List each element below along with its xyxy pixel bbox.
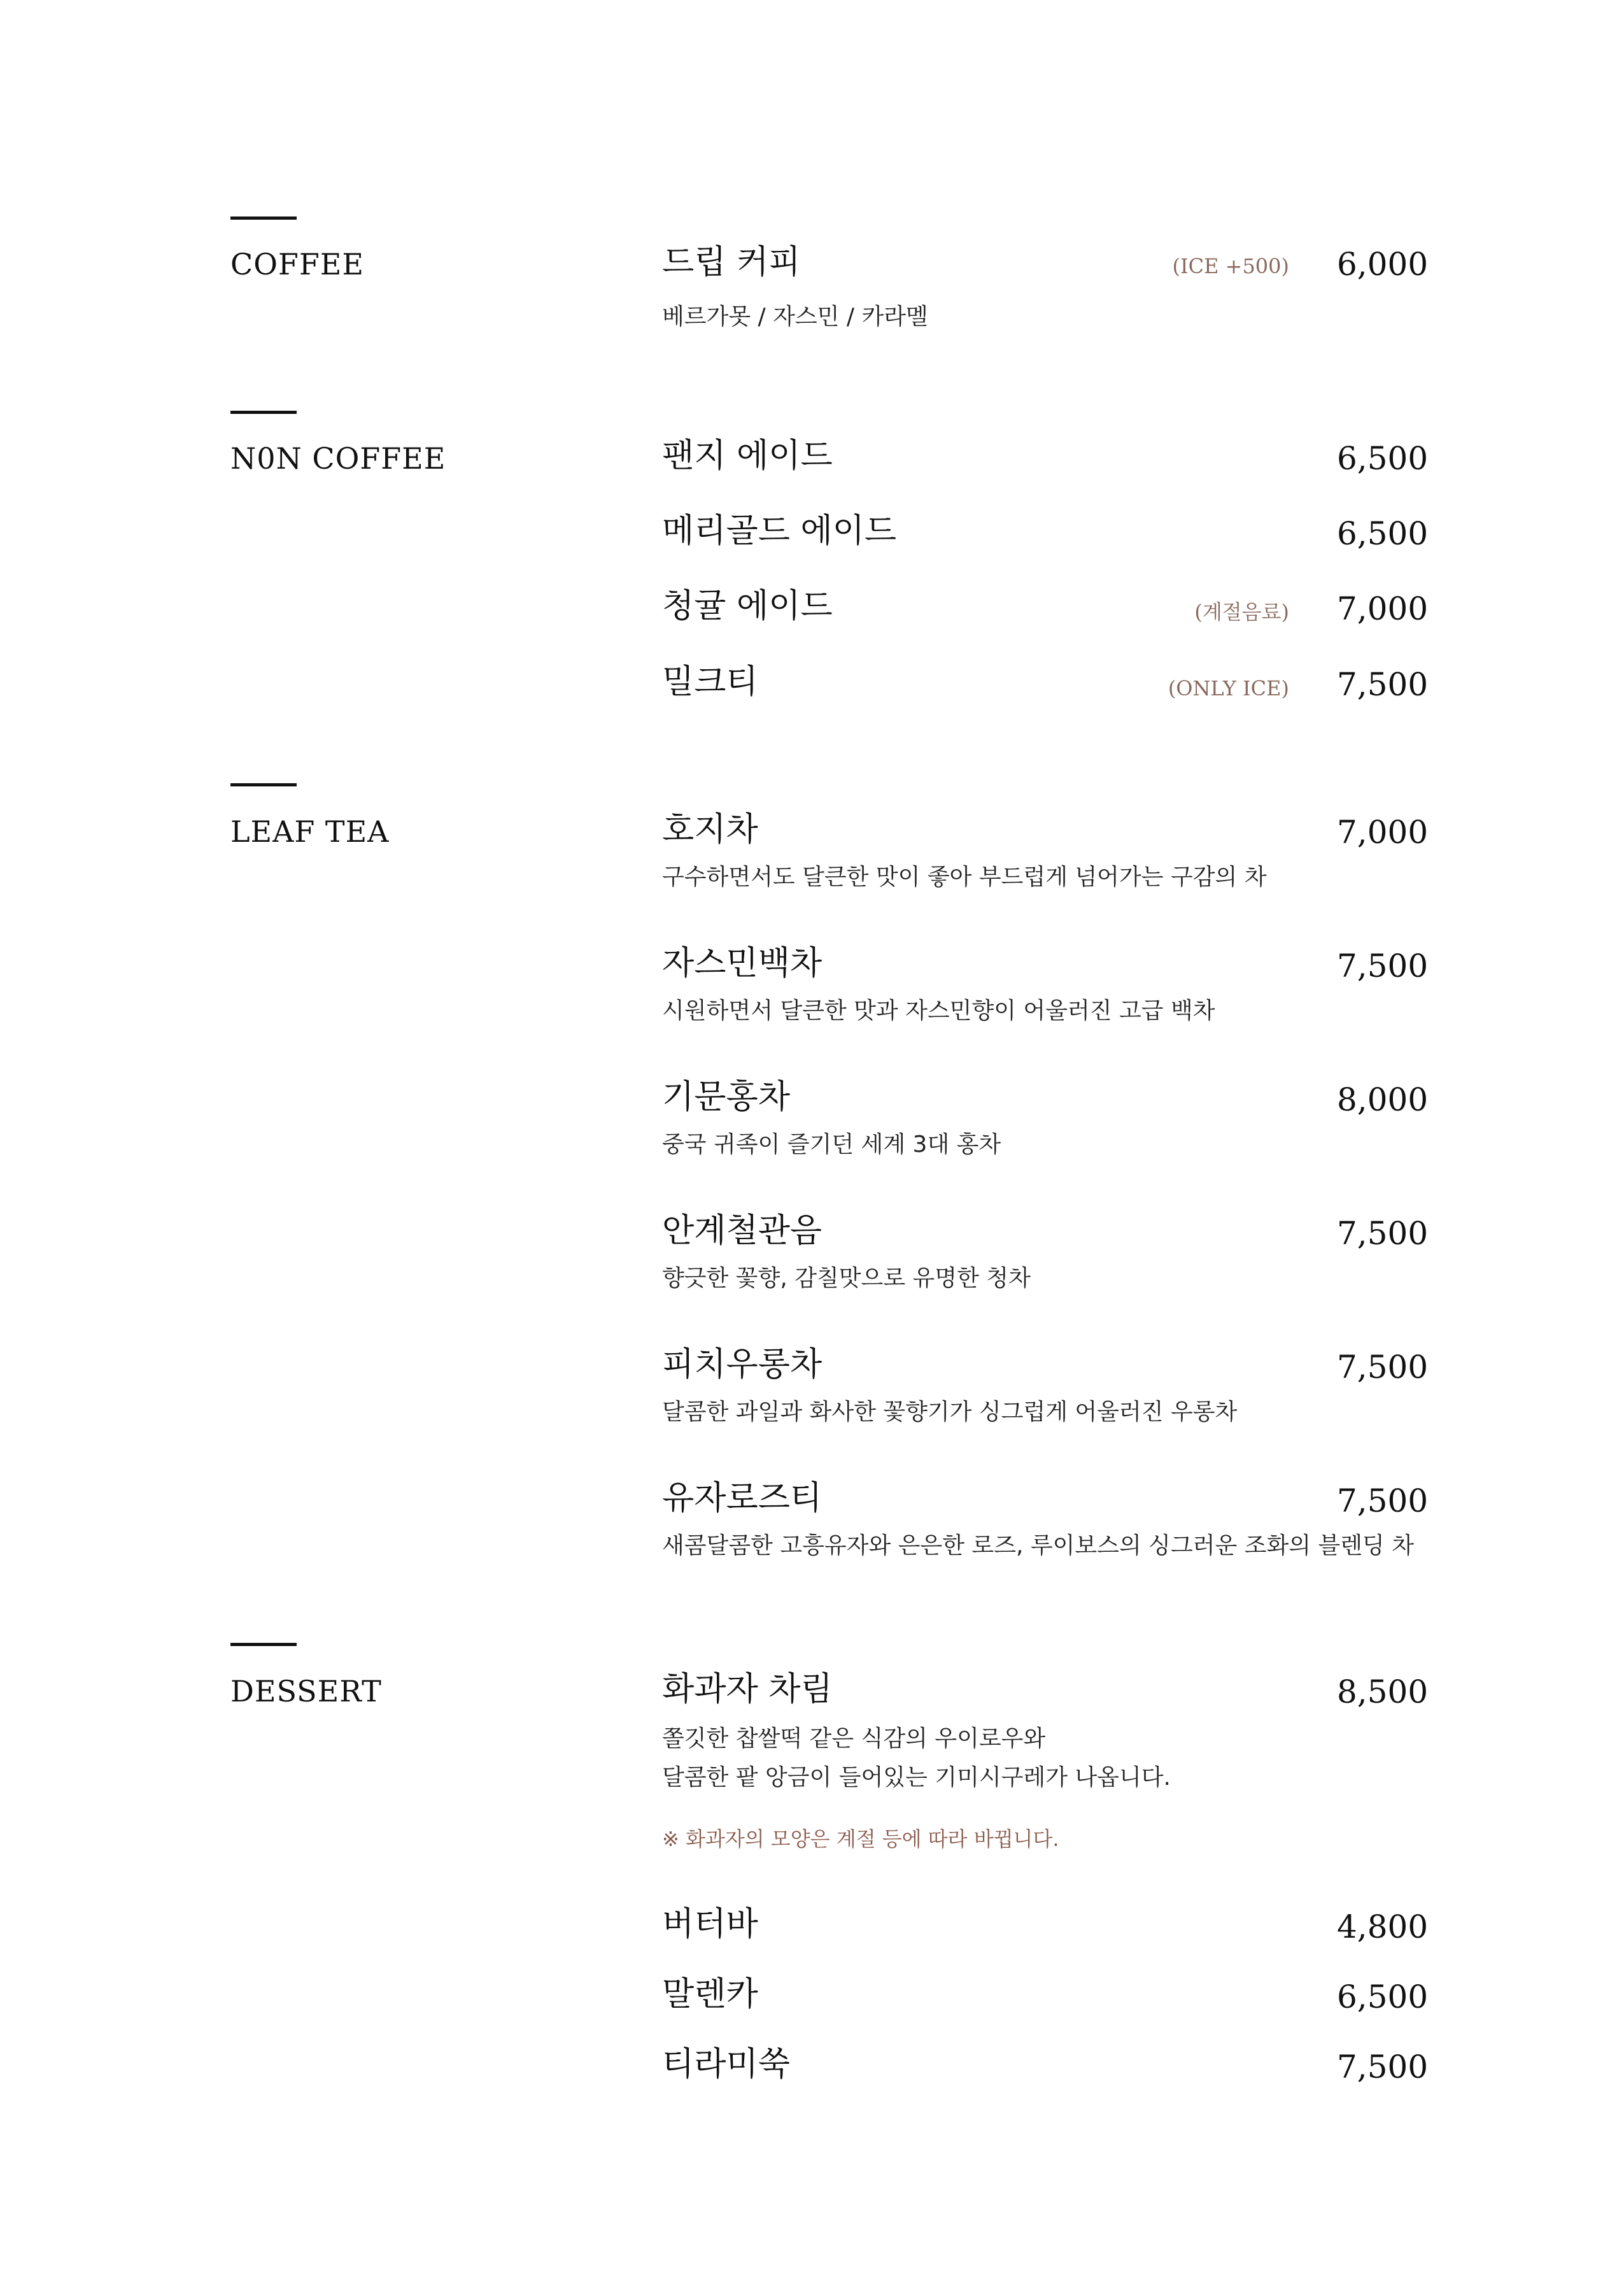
item-price: 6,500 xyxy=(1337,1978,1429,2015)
item-price: 6,500 xyxy=(1337,440,1429,477)
item-name: 말렌카 xyxy=(662,1975,758,2013)
item-description: 베르가못 / 자스민 / 카라멜 xyxy=(662,304,928,330)
section-title-leaf-tea: LEAF TEA xyxy=(230,814,390,849)
item-name: 피치우롱차 xyxy=(662,1345,823,1384)
item-price: 7,500 xyxy=(1337,1482,1429,1519)
item-name: 밀크티 xyxy=(662,663,758,701)
item-description: 새콤달콤한 고흥유자와 은은한 로즈, 루이보스의 싱그러운 조화의 블렌딩 차 xyxy=(662,1533,1415,1559)
item-price: 6,500 xyxy=(1337,515,1429,552)
item-description: 구수하면서도 달큰한 맛이 좋아 부드럽게 넘어가는 구감의 차 xyxy=(662,864,1267,890)
item-price: 7,500 xyxy=(1337,666,1429,703)
section-divider-leaf-tea xyxy=(230,783,297,786)
item-price: 8,000 xyxy=(1337,1081,1429,1118)
item-name: 화과자 차림 xyxy=(662,1670,833,1708)
item-description-line-1: 쫄깃한 찹쌀떡 같은 식감의 우이로우와 xyxy=(662,1726,1046,1752)
item-name: 메리골드 에이드 xyxy=(662,512,897,550)
item-name: 자스민백차 xyxy=(662,944,823,983)
section-divider-dessert xyxy=(230,1643,297,1646)
item-name: 유자로즈티 xyxy=(662,1479,823,1517)
item-price: 7,000 xyxy=(1337,814,1429,851)
item-name: 호지차 xyxy=(662,811,758,849)
item-note: (ICE +500) xyxy=(1172,254,1289,278)
item-description: 향긋한 꽃향, 감칠맛으로 유명한 청차 xyxy=(662,1265,1031,1291)
item-name: 티라미쑥 xyxy=(662,2045,790,2084)
item-name: 기문홍차 xyxy=(662,1078,790,1116)
item-note: (계절음료) xyxy=(1194,600,1289,624)
section-title-dessert: DESSERT xyxy=(230,1674,382,1708)
section-title-coffee: COFFEE xyxy=(230,247,364,281)
item-price: 8,500 xyxy=(1337,1673,1429,1710)
section-title-non-coffee: N0N COFFEE xyxy=(230,441,446,476)
section-divider-non-coffee xyxy=(230,411,297,414)
item-price: 4,800 xyxy=(1337,1908,1429,1945)
item-price: 7,000 xyxy=(1337,590,1429,627)
item-description-line-2: 달콤한 팥 앙금이 들어있는 기미시구레가 나옵니다. xyxy=(662,1764,1171,1791)
item-description: 중국 귀족이 즐기던 세계 3대 홍차 xyxy=(662,1132,1001,1158)
item-price: 7,500 xyxy=(1337,1215,1429,1252)
item-name: 청귤 에이드 xyxy=(662,587,833,625)
item-price: 6,000 xyxy=(1337,246,1429,283)
item-price: 7,500 xyxy=(1337,1349,1429,1386)
item-name: 버터바 xyxy=(662,1905,758,1943)
item-note: (ONLY ICE) xyxy=(1168,676,1289,700)
item-price: 7,500 xyxy=(1337,948,1429,984)
section-divider-coffee xyxy=(230,217,297,220)
item-description: 시원하면서 달큰한 맛과 자스민향이 어울러진 고급 백차 xyxy=(662,998,1215,1024)
item-name: 드립 커피 xyxy=(662,243,801,281)
item-name: 안계철관음 xyxy=(662,1212,823,1250)
item-caution-note: ※ 화과자의 모양은 계절 등에 따라 바뀝니다. xyxy=(662,1827,1059,1851)
item-name: 팬지 에이드 xyxy=(662,437,833,475)
item-description: 달콤한 과일과 화사한 꽃향기가 싱그럽게 어울러진 우롱차 xyxy=(662,1399,1238,1425)
item-price: 7,500 xyxy=(1337,2048,1429,2085)
